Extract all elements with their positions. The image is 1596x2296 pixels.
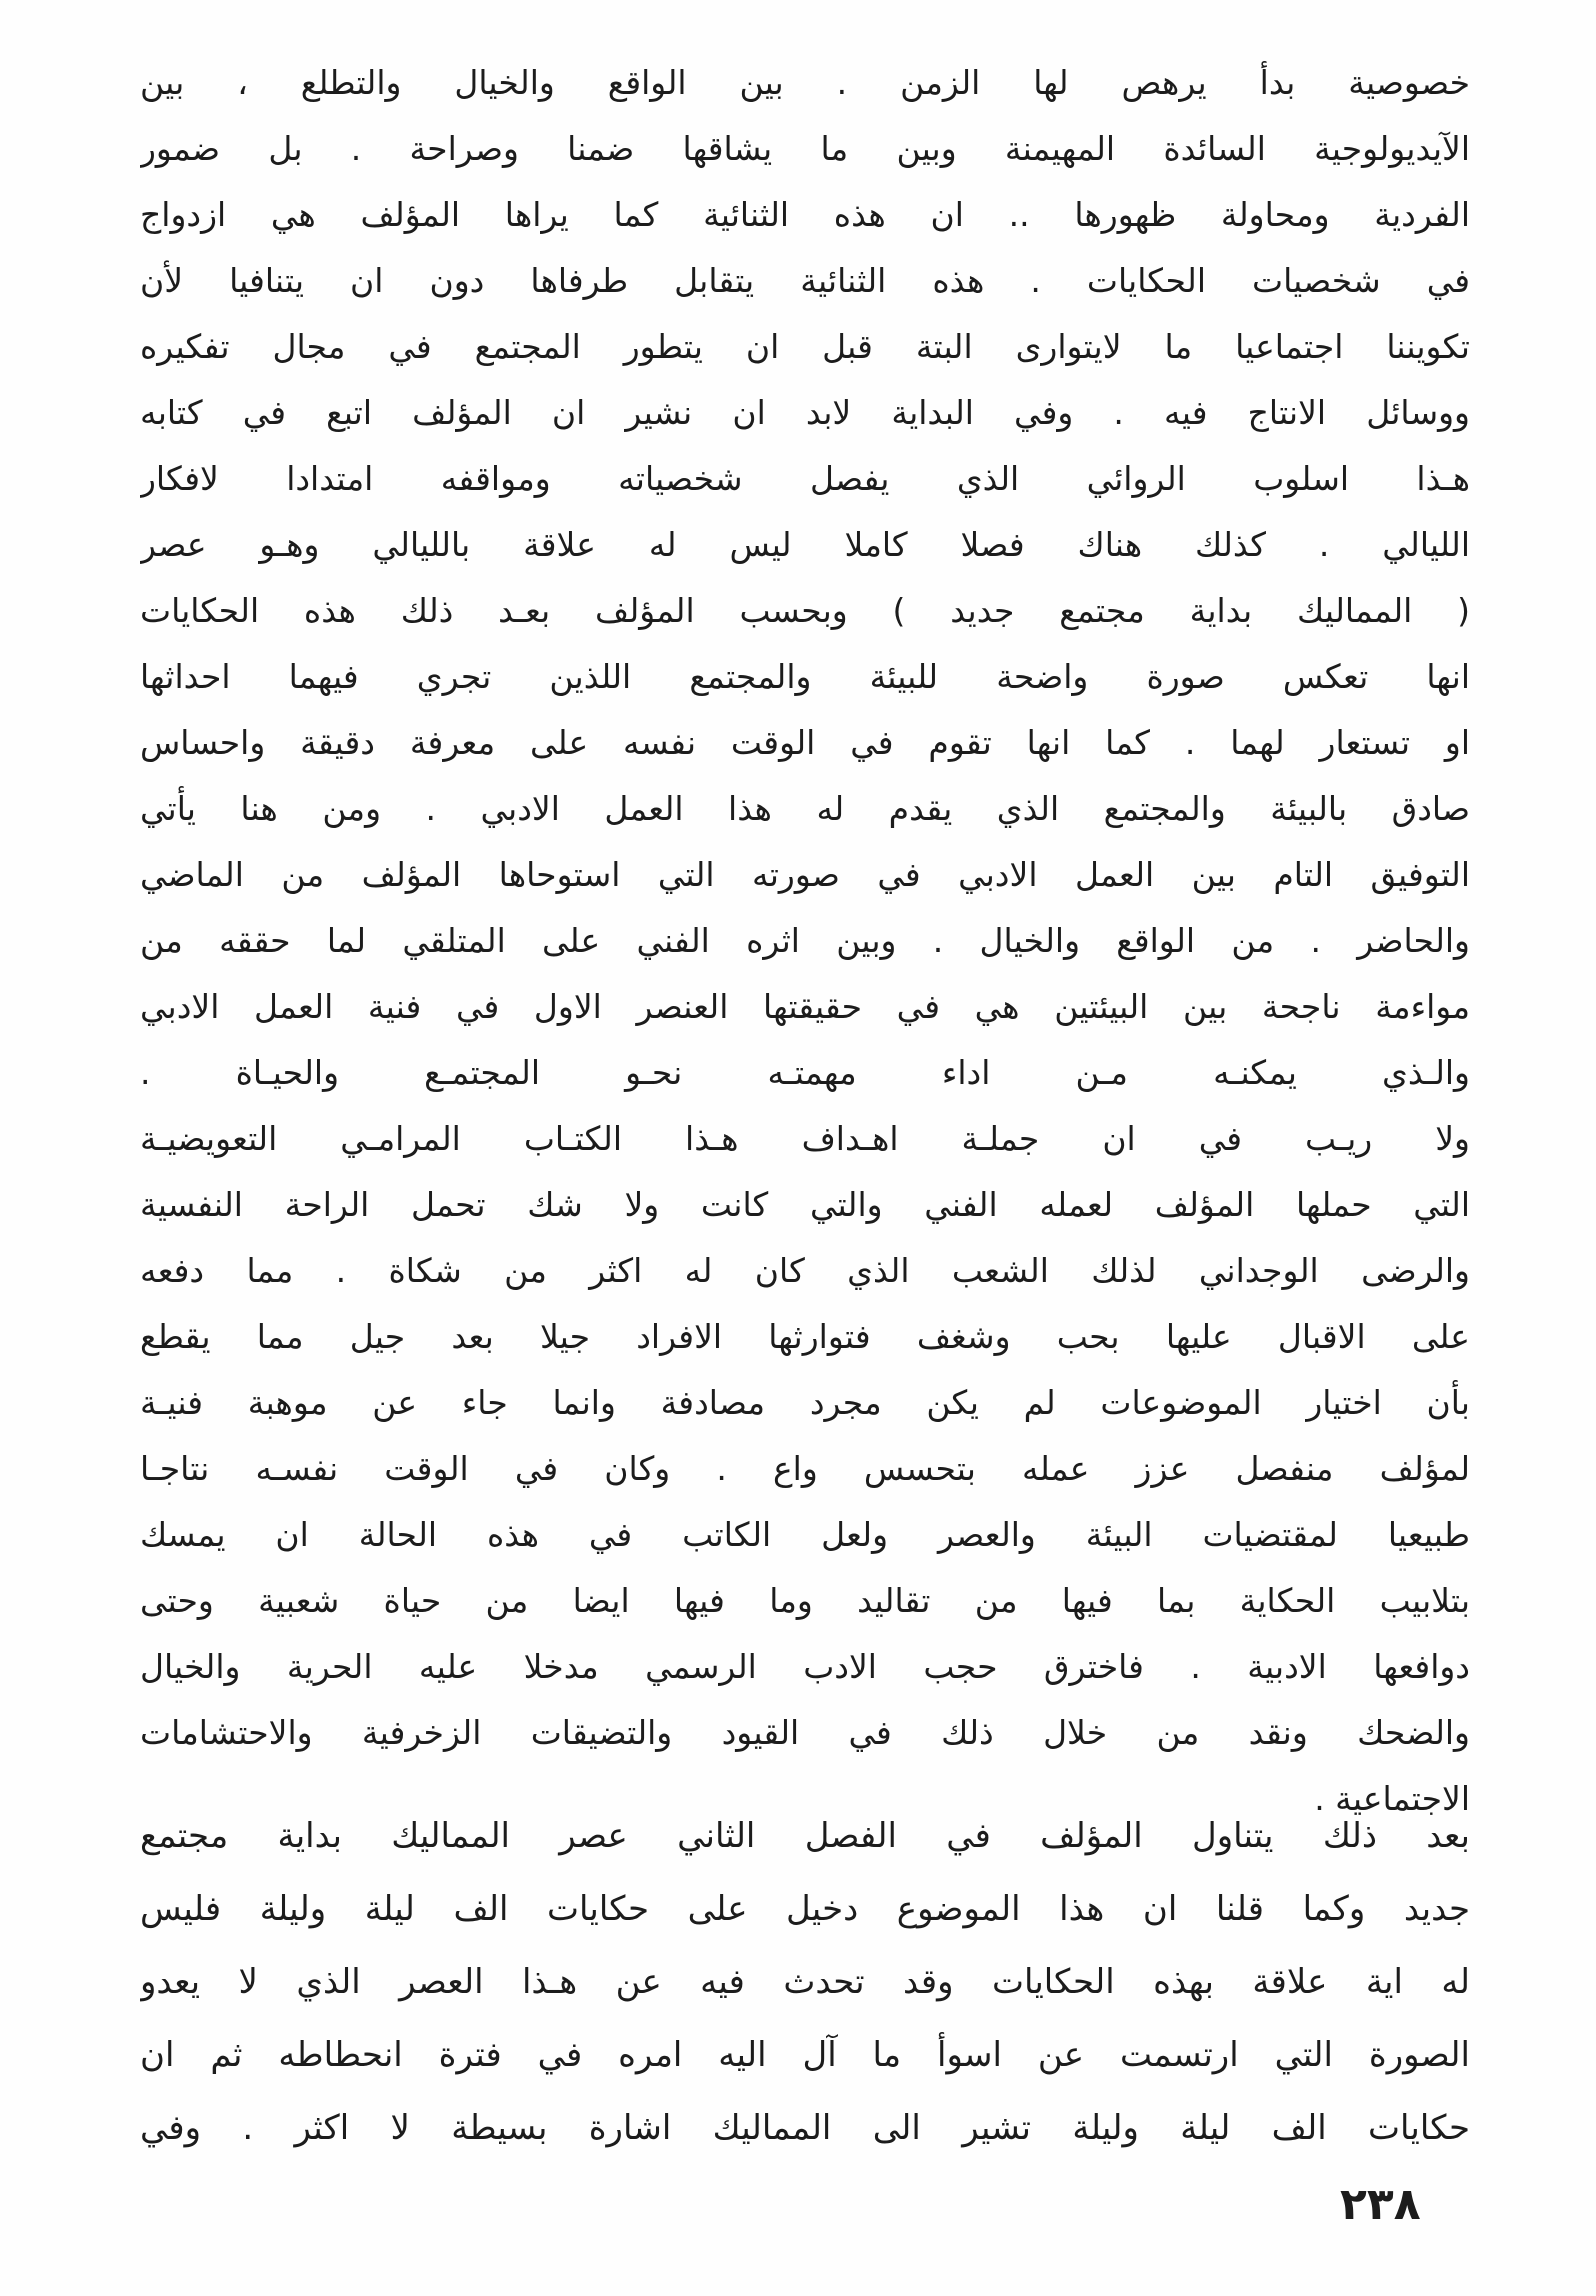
text-line: التوفيق التام بين العمل الادبي في صورته التي استوحاها المؤلف من الماضي bbox=[140, 855, 1470, 894]
text-line: ( المماليك بداية مجتمع جديد ) وبحسب المؤلف بعـد ذلك هذه الحكايات bbox=[140, 591, 1470, 630]
text-line: جديد وكما قلنا ان هذا الموضوع دخيل على حكايات الف ليلة وليلة فليس bbox=[140, 1889, 1470, 1929]
text-line: والـذي يمكنـه مـن اداء مهمتـه نحـو المجتمـع والحيـاة . bbox=[140, 1053, 1470, 1092]
text-line: والضحك ونقد من خلال ذلك في القيود والتضيقات الزخرفية والاحتشامات bbox=[140, 1713, 1470, 1752]
text-line: على الاقبال عليها بحب وشغف فتوارثها الافراد جيلا بعد جيل مما يقطع bbox=[140, 1317, 1470, 1356]
text-line: التي حملها المؤلف لعمله الفني والتي كانت ولا شك تحمل الراحة النفسية bbox=[140, 1185, 1470, 1224]
text-line: ووسائل الانتاج فيه . وفي البداية لابد ان نشير ان المؤلف اتبع في كتابه bbox=[140, 393, 1470, 432]
text-line: بأن اختيار الموضوعات لم يكن مجرد مصادفة وانما جاء عن موهبة فنيـة bbox=[140, 1383, 1470, 1422]
text-line: طبيعيا لمقتضيات البيئة والعصر ولعل الكاتب في هذه الحالة ان يمسك bbox=[140, 1515, 1470, 1554]
text-line: صادق بالبيئة والمجتمع الذي يقدم له هذا العمل الادبي . ومن هنا يأتي bbox=[140, 789, 1470, 828]
text-line: بعد ذلك يتناول المؤلف في الفصل الثاني عصر المماليك بداية مجتمع bbox=[140, 1816, 1470, 1856]
paragraph-2 bbox=[140, 1800, 1470, 2165]
text-line: بتلابيب الحكاية بما فيها من تقاليد وما فيها ايضا من حياة شعبية وحتى bbox=[140, 1581, 1470, 1620]
text-line: الفردية ومحاولة ظهورها .. ان هذه الثنائية كما يراها المؤلف هي ازدواج bbox=[140, 195, 1470, 234]
text-line: والحاضر . من الواقع والخيال . وبين اثره الفني على المتلقي لما حققه من bbox=[140, 921, 1470, 960]
text-line: حكايات الف ليلة وليلة تشير الى المماليك اشارة بسيطة لا اكثر . وفي bbox=[140, 2108, 1470, 2148]
text-line: انها تعكس صورة واضحة للبيئة والمجتمع اللذين تجري فيهما احداثها bbox=[140, 657, 1470, 696]
text-line: دوافعها الادبية . فاخترق حجب الادب الرسمي مدخلا عليه الحرية والخيال bbox=[140, 1647, 1470, 1686]
text-line: هـذا اسلوب الروائي الذي يفصل شخصياته ومواقفه امتدادا لافكار bbox=[140, 459, 1470, 498]
paragraph-1 bbox=[140, 50, 1470, 1832]
page-number: ٢٣٨ bbox=[1340, 2179, 1421, 2230]
text-line: الصورة التي ارتسمت عن اسوأ ما آل اليه امره في فترة انحطاطه ثم ان bbox=[140, 2035, 1470, 2075]
text-line: ولا ريـب في ان جملـة اهـداف هـذا الكتـاب المرامـي التعويضيـة bbox=[140, 1119, 1470, 1158]
text-line: الآيديولوجية السائدة المهيمنة وبين ما يشاقها ضمنا وصراحة . بل ضمور bbox=[140, 129, 1470, 168]
text-line: الاجتماعية . bbox=[1314, 1779, 1470, 1818]
text-line: في شخصيات الحكايات . هذه الثنائية يتقابل طرفاها دون ان يتنافيا لأن bbox=[140, 261, 1470, 300]
text-line: او تستعار لهما . كما انها تقوم في الوقت نفسه على معرفة دقيقة واحساس bbox=[140, 723, 1470, 762]
text-line: خصوصية بدأ يرهص لها الزمن . بين الواقع والخيال والتطلع ، بين bbox=[140, 63, 1470, 102]
text-line: له اية علاقة بهذه الحكايات وقد تحدث فيه عن هـذا العصر الذي لا يعدو bbox=[140, 1962, 1470, 2002]
text-line: مواءمة ناجحة بين البيئتين هي في حقيقتها العنصر الاول في فنية العمل الادبي bbox=[140, 987, 1470, 1026]
text-line: والرضى الوجداني لذلك الشعب الذي كان له اكثر من شكاة . مما دفعه bbox=[140, 1251, 1470, 1290]
text-line: لمؤلف منفصل عزز عمله بتحسس واع . وكان في الوقت نفسـه نتاجـا bbox=[140, 1449, 1470, 1488]
text-line: الليالي . كذلك هناك فصلا كاملا ليس له علاقة بالليالي وهـو عصر bbox=[140, 525, 1470, 564]
text-line: تكويننا اجتماعيا ما لايتوارى البتة قبل ان يتطور المجتمع في مجال تفكيره bbox=[140, 327, 1470, 366]
